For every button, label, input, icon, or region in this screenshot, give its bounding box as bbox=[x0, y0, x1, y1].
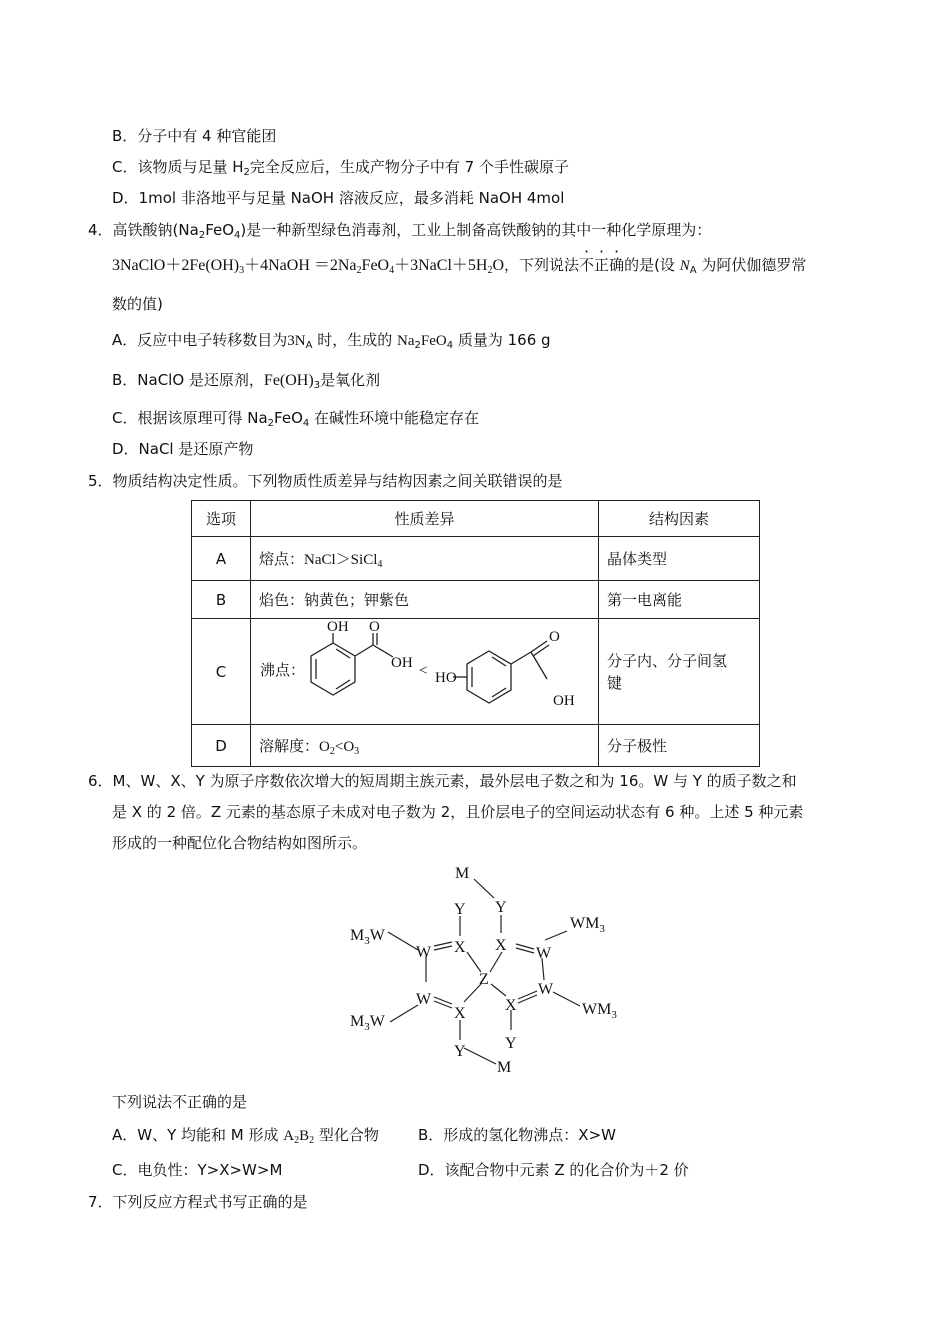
table-header-property: 性质差异 bbox=[251, 501, 599, 537]
q3-option-b: B．分子中有 4 种官能团 bbox=[112, 127, 277, 145]
label-ho: HO bbox=[435, 670, 457, 686]
row-factor: 分子极性 bbox=[599, 725, 760, 767]
q5-stem: 5．物质结构决定性质。下列物质性质差异与结构因素之间关联错误的是 bbox=[88, 472, 563, 490]
atom-y: Y bbox=[505, 1035, 517, 1052]
row-factor: 晶体类型 bbox=[599, 537, 760, 581]
atom-m3w: $M_3W$ bbox=[350, 927, 385, 947]
q4-stem-line1: 4．高铁酸钠$(Na_2FeO_4)$是一种新型绿色消毒剂，工业上制备高铁酸钠的其中一种化学原理为： bbox=[88, 221, 712, 241]
atom-x: X bbox=[454, 939, 466, 956]
label-o: O bbox=[369, 619, 380, 635]
label-oh: OH bbox=[553, 693, 575, 709]
atom-y: Y bbox=[454, 1043, 466, 1060]
q6-stem-line3: 形成的一种配位化合物结构如图所示。 bbox=[112, 834, 368, 852]
row-option: D bbox=[192, 725, 251, 767]
q4-stem-line3: 数的值) bbox=[112, 295, 163, 313]
row-factor: 分子内、分子间氢 键 bbox=[599, 619, 760, 725]
q6-stem-line2: 是 X 的 2 倍。Z 元素的基态原子未成对电子数为 2，且价层电子的空间运动状态有 6 种。上述 5 种元素 bbox=[112, 803, 804, 821]
atom-w: W bbox=[416, 944, 432, 961]
atom-x: X bbox=[505, 997, 517, 1014]
atom-m3w: $M_3W$ bbox=[350, 1013, 385, 1033]
coordination-complex-diagram bbox=[340, 860, 640, 1080]
q6-option-b: B．形成的氢化物沸点：X>W bbox=[418, 1126, 616, 1144]
atom-m: M bbox=[455, 865, 470, 882]
atom-x: X bbox=[495, 937, 507, 954]
q3-option-c: C．该物质与足量 $H_2$完全反应后，生成产物分子中有 7 个手性碳原子 bbox=[112, 158, 569, 178]
table-header-factor: 结构因素 bbox=[599, 501, 760, 537]
table-row bbox=[192, 619, 760, 725]
q4-option-a: A．反应中电子转移数目为$3N_A$ 时，生成的 $Na_2FeO_4$ 质量为 166 g bbox=[112, 331, 551, 351]
row-option: B bbox=[192, 581, 251, 619]
table-header-row bbox=[192, 501, 760, 537]
q7-stem: 7．下列反应方程式书写正确的是 bbox=[88, 1193, 308, 1211]
q5-table bbox=[191, 500, 760, 767]
q4-option-c: C．根据该原理可得 $Na_2FeO_4$ 在碱性环境中能稳定存在 bbox=[112, 409, 480, 429]
row-option: A bbox=[192, 537, 251, 581]
atom-w: W bbox=[536, 945, 552, 962]
table-row bbox=[192, 537, 760, 581]
row-factor: 第一电离能 bbox=[599, 581, 760, 619]
row-property: 焰色：钠黄色；钾紫色 bbox=[251, 581, 599, 619]
salicylic-vs-hydroxybenzoic-structures bbox=[251, 619, 581, 723]
q3-option-d: D．1mol 非洛地平与足量 NaOH 溶液反应，最多消耗 NaOH 4mol bbox=[112, 189, 565, 207]
atom-z: Z bbox=[479, 971, 489, 988]
label-less-than: < bbox=[419, 663, 428, 679]
q6-option-d: D．该配合物中元素 Z 的化合价为＋2 价 bbox=[418, 1161, 689, 1179]
atom-w: W bbox=[538, 981, 554, 998]
row-property: 沸点： OH O OH < HO O OH bbox=[251, 619, 599, 725]
atom-m: M bbox=[497, 1059, 512, 1076]
row-property: 熔点：NaCl＞SiCl$_4$ bbox=[251, 537, 599, 581]
q6-option-a: A．W、Y 均能和 M 形成 $A_2B_2$ 型化合物 bbox=[112, 1126, 379, 1146]
label-oh: OH bbox=[391, 655, 413, 671]
label-o: O bbox=[549, 629, 560, 645]
atom-wm3: $WM_3$ bbox=[570, 915, 605, 935]
q4-equation: $3NaClO+2Fe(OH)_3+4NaOH$ $=2Na_2FeO_4+3NaCl+5H_2O$ bbox=[112, 257, 505, 276]
atom-w: W bbox=[416, 991, 432, 1008]
q4-option-b: B．NaClO 是还原剂，$Fe(OH)_3$是氧化剂 bbox=[112, 371, 381, 391]
atom-wm3: $WM_3$ bbox=[582, 1001, 617, 1021]
atom-y: Y bbox=[454, 901, 466, 918]
row-property: 溶解度：$O_2<O_3$ bbox=[251, 725, 599, 767]
label-oh: OH bbox=[327, 619, 349, 635]
atom-x: X bbox=[454, 1005, 466, 1022]
atom-y: Y bbox=[495, 899, 507, 916]
q6-stem-line1: 6．M、W、X、Y 为原子序数依次增大的短周期主族元素，最外层电子数之和为 16。W 与 Y 的质子数之和 bbox=[88, 772, 797, 790]
q6-option-c: C．电负性：Y>X>W>M bbox=[112, 1161, 283, 1179]
q4-option-d: D．NaCl 是还原产物 bbox=[112, 440, 254, 458]
table-row bbox=[192, 581, 760, 619]
q6-prompt: 下列说法不正确的是 bbox=[112, 1093, 248, 1111]
row-option: C bbox=[192, 619, 251, 725]
table-header-option: 选项 bbox=[192, 501, 251, 537]
q4-stem-line2: $3NaClO+2Fe(OH)_3+4NaOH$ $=2Na_2FeO_4+3NaCl+5H_2O$，下列说法不正确的是(设 $N_A$ 为阿伏伽德罗常 bbox=[112, 256, 807, 276]
table-row bbox=[192, 725, 760, 767]
